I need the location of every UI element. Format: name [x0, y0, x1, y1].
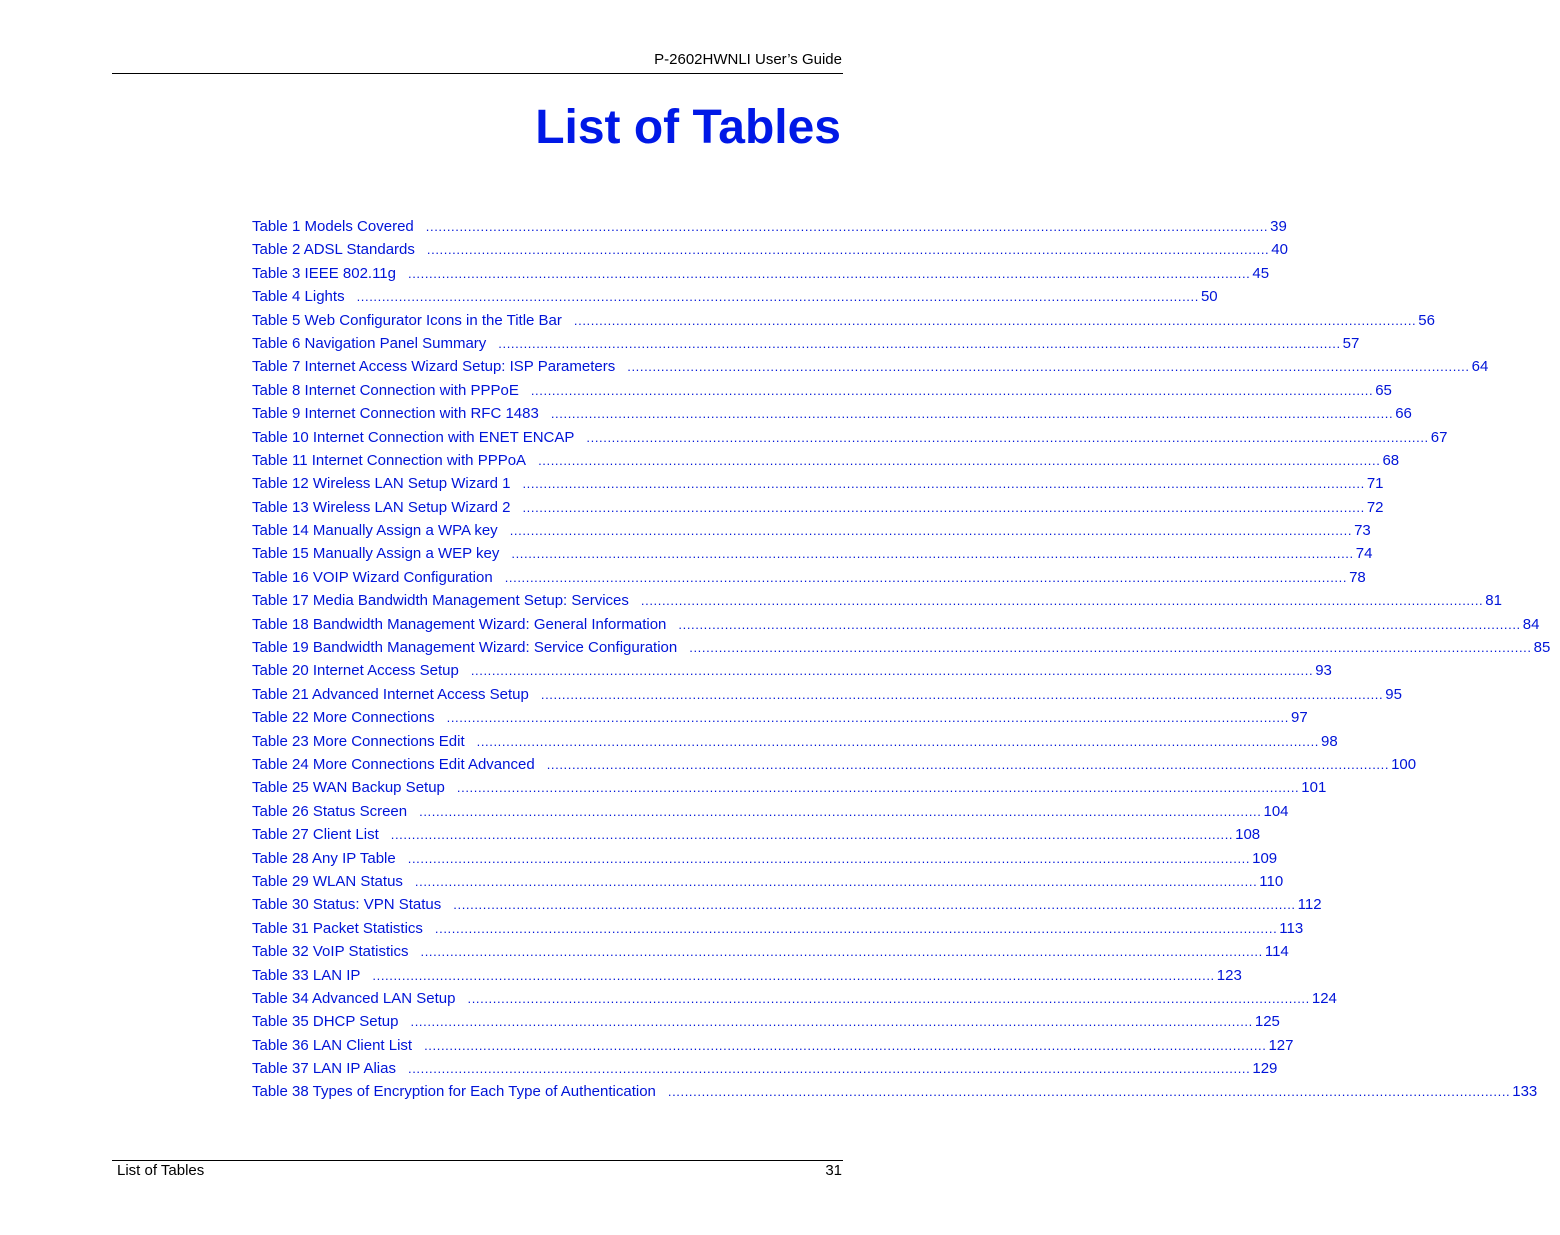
- toc-leader-dots: ........................................................................................................................................................................................................: [550, 406, 1394, 422]
- toc-entry-label: Table 33 LAN IP: [252, 966, 361, 984]
- toc-entry[interactable]: [252, 1013, 1280, 1036]
- toc-leader-dots: ........................................................................................................................................................................................................: [414, 873, 1258, 889]
- toc-leader-dots: ........................................................................................................................................................................................................: [530, 382, 1374, 398]
- toc-leader-dots: ........................................................................................................................................................................................................: [476, 733, 1319, 749]
- toc-leader-dots: ........................................................................................................................................................................................................: [434, 920, 1278, 936]
- toc-leader-dots: ........................................................................................................................................................................................................: [407, 1061, 1251, 1077]
- toc-entry-label: Table 20 Internet Access Setup: [252, 662, 459, 680]
- footer-divider: [112, 1160, 843, 1161]
- toc-leader-dots: ........................................................................................................................................................................................................: [546, 756, 1390, 772]
- toc-entry[interactable]: [252, 498, 1384, 522]
- toc-entry[interactable]: [252, 405, 1412, 428]
- toc-entry-page: 109: [1252, 849, 1278, 867]
- toc-entry-label: Table 27 Client List: [252, 826, 379, 844]
- toc-entry-page: 113: [1279, 919, 1304, 937]
- toc-leader-dots: ........................................................................................................................................................................................................: [640, 593, 1484, 609]
- toc-entry[interactable]: [252, 545, 1373, 568]
- toc-entry-page: 81: [1485, 592, 1502, 610]
- toc-entry-page: 133: [1512, 1083, 1538, 1101]
- toc-entry-page: 39: [1270, 218, 1287, 235]
- toc-entry-label: Table 23 More Connections Edit: [252, 732, 465, 750]
- toc-entry[interactable]: [252, 522, 1371, 545]
- toc-entry-page: 97: [1290, 709, 1308, 727]
- toc-entry-page: 74: [1355, 545, 1373, 563]
- toc-entry-label: Table 1 Models Covered: [252, 218, 414, 235]
- toc-leader-dots: ........................................................................................................................................................................................................: [667, 1084, 1511, 1100]
- toc-entry-label: Table 10 Internet Connection with ENET ENCAP: [252, 428, 575, 446]
- toc-entry[interactable]: [252, 872, 1284, 896]
- toc-entry-page: 78: [1349, 568, 1366, 586]
- toc-entry-page: 101: [1301, 779, 1327, 797]
- toc-entry[interactable]: [252, 358, 1489, 381]
- toc-entry-label: Table 6 Navigation Panel Summary: [252, 334, 487, 352]
- toc-entry-label: Table 12 Wireless LAN Setup Wizard 1: [252, 475, 511, 493]
- toc-entry[interactable]: [252, 989, 1337, 1013]
- toc-entry-label: Table 7 Internet Access Wizard Setup: ISP Parameters: [252, 358, 616, 376]
- toc-entry-label: Table 17 Media Bandwidth Management Setup: Services: [252, 592, 629, 610]
- toc-entry-label: Table 11 Internet Connection with PPPoA: [252, 451, 527, 469]
- table-of-contents: [252, 218, 1551, 1107]
- toc-entry-page: 123: [1216, 966, 1242, 984]
- toc-entry-page: 65: [1375, 381, 1392, 399]
- toc-entry-page: 72: [1366, 498, 1384, 516]
- toc-entry-page: 40: [1271, 241, 1288, 259]
- toc-entry-page: 104: [1263, 802, 1289, 820]
- toc-entry-page: 125: [1254, 1013, 1280, 1031]
- toc-leader-dots: ........................................................................................................................................................................................................: [678, 616, 1521, 632]
- toc-entry-label: Table 31 Packet Statistics: [252, 919, 423, 937]
- toc-entry[interactable]: [252, 1083, 1538, 1106]
- toc-leader-dots: ........................................................................................................................................................................................................: [522, 499, 1365, 515]
- toc-entry[interactable]: [252, 334, 1360, 358]
- toc-entry-label: Table 3 IEEE 802.11g: [252, 264, 396, 282]
- toc-entry-label: Table 19 Bandwidth Management Wizard: Service Configuration: [252, 639, 678, 657]
- toc-entry-page: 108: [1235, 826, 1261, 844]
- toc-entry[interactable]: [252, 919, 1304, 943]
- toc-entry[interactable]: [252, 779, 1327, 802]
- toc-entry[interactable]: [252, 966, 1242, 990]
- toc-leader-dots: ........................................................................................................................................................................................................: [425, 219, 1269, 234]
- toc-entry-label: Table 28 Any IP Table: [252, 849, 396, 867]
- toc-entry[interactable]: [252, 943, 1289, 966]
- toc-entry-label: Table 38 Types of Encryption for Each Type of Authentication: [252, 1083, 656, 1101]
- toc-entry-page: 67: [1430, 428, 1448, 446]
- toc-entry-label: Table 5 Web Configurator Icons in the Title Bar: [252, 311, 562, 329]
- page-title: List of Tables: [535, 101, 841, 154]
- toc-entry-label: Table 18 Bandwidth Management Wizard: General Information: [252, 615, 667, 633]
- toc-entry-page: 64: [1471, 358, 1489, 376]
- guide-title: P-2602HWNLI User’s Guide: [654, 51, 842, 68]
- toc-entry[interactable]: [252, 615, 1540, 639]
- toc-leader-dots: ........................................................................................................................................................................................................: [456, 780, 1300, 796]
- footer-section-name: List of Tables: [117, 1162, 205, 1179]
- toc-entry[interactable]: [252, 639, 1551, 662]
- toc-leader-dots: ........................................................................................................................................................................................................: [419, 803, 1262, 819]
- toc-entry[interactable]: [252, 896, 1322, 919]
- toc-leader-dots: ........................................................................................................................................................................................................: [372, 967, 1215, 983]
- toc-entry-label: Table 8 Internet Connection with PPPoE: [252, 381, 519, 399]
- toc-entry[interactable]: [252, 709, 1308, 732]
- toc-entry-page: 56: [1418, 311, 1435, 329]
- toc-entry-label: Table 35 DHCP Setup: [252, 1013, 399, 1031]
- toc-entry-label: Table 16 VOIP Wizard Configuration: [252, 568, 493, 586]
- toc-entry-page: 68: [1382, 451, 1400, 469]
- toc-leader-dots: ........................................................................................................................................................................................................: [408, 265, 1251, 281]
- toc-leader-dots: ........................................................................................................................................................................................................: [467, 990, 1310, 1006]
- toc-entry-label: Table 9 Internet Connection with RFC 1483: [252, 405, 539, 423]
- toc-leader-dots: ........................................................................................................................................................................................................: [390, 827, 1234, 843]
- toc-leader-dots: ........................................................................................................................................................................................................: [407, 850, 1251, 866]
- toc-leader-dots: ........................................................................................................................................................................................................: [627, 359, 1470, 375]
- toc-entry-label: Table 29 WLAN Status: [252, 872, 403, 890]
- toc-entry-label: Table 25 WAN Backup Setup: [252, 779, 445, 797]
- toc-entry[interactable]: [252, 451, 1400, 475]
- toc-entry[interactable]: [252, 288, 1218, 311]
- toc-leader-dots: ........................................................................................................................................................................................................: [446, 710, 1289, 726]
- toc-entry[interactable]: [252, 1036, 1294, 1060]
- toc-leader-dots: ........................................................................................................................................................................................................: [689, 640, 1532, 656]
- toc-leader-dots: ........................................................................................................................................................................................................: [453, 897, 1296, 913]
- toc-entry-page: 124: [1311, 989, 1337, 1007]
- toc-entry-page: 85: [1533, 639, 1551, 657]
- toc-entry-page: 45: [1252, 264, 1270, 282]
- toc-leader-dots: ........................................................................................................................................................................................................: [504, 569, 1348, 585]
- toc-entry-page: 84: [1522, 615, 1540, 633]
- toc-entry-label: Table 13 Wireless LAN Setup Wizard 2: [252, 498, 511, 516]
- toc-entry[interactable]: [252, 685, 1402, 709]
- toc-entry-label: Table 4 Lights: [252, 288, 345, 306]
- toc-entry[interactable]: [252, 755, 1417, 779]
- toc-entry-page: 112: [1297, 896, 1322, 914]
- toc-entry-page: 93: [1315, 662, 1332, 680]
- toc-entry-page: 129: [1252, 1060, 1278, 1078]
- toc-entry-page: 114: [1264, 943, 1289, 961]
- toc-leader-dots: ........................................................................................................................................................................................................: [498, 335, 1341, 351]
- toc-entry[interactable]: [252, 218, 1287, 241]
- toc-entry-label: Table 14 Manually Assign a WPA key: [252, 522, 498, 540]
- toc-leader-dots: ........................................................................................................................................................................................................: [470, 663, 1314, 679]
- toc-entry-page: 73: [1354, 522, 1371, 540]
- toc-entry[interactable]: [252, 732, 1338, 756]
- toc-leader-dots: ........................................................................................................................................................................................................: [410, 1014, 1253, 1030]
- toc-entry-label: Table 2 ADSL Standards: [252, 241, 415, 259]
- toc-entry[interactable]: [252, 264, 1270, 288]
- toc-entry-page: 127: [1268, 1036, 1294, 1054]
- toc-entry-label: Table 37 LAN IP Alias: [252, 1060, 396, 1078]
- toc-entry[interactable]: [252, 475, 1384, 498]
- toc-entry[interactable]: [252, 1060, 1278, 1083]
- toc-leader-dots: ........................................................................................................................................................................................................: [356, 289, 1199, 305]
- toc-entry[interactable]: [252, 428, 1448, 452]
- toc-leader-dots: ........................................................................................................................................................................................................: [540, 686, 1384, 702]
- toc-entry-page: 110: [1259, 872, 1284, 890]
- toc-leader-dots: ........................................................................................................................................................................................................: [511, 546, 1354, 562]
- footer-page-number: 31: [825, 1162, 842, 1179]
- toc-entry-label: Table 22 More Connections: [252, 709, 435, 727]
- toc-entry[interactable]: [252, 381, 1392, 405]
- toc-entry-label: Table 21 Advanced Internet Access Setup: [252, 685, 529, 703]
- toc-entry[interactable]: [252, 802, 1289, 826]
- toc-entry[interactable]: [252, 592, 1502, 615]
- toc-entry-page: 71: [1366, 475, 1384, 493]
- toc-entry-page: 57: [1342, 334, 1360, 352]
- toc-entry-label: Table 32 VoIP Statistics: [252, 943, 409, 961]
- header-divider: [112, 73, 843, 74]
- toc-leader-dots: ........................................................................................................................................................................................................: [426, 242, 1270, 258]
- toc-entry-page: 98: [1321, 732, 1338, 750]
- toc-leader-dots: ........................................................................................................................................................................................................: [522, 476, 1365, 492]
- toc-entry-label: Table 24 More Connections Edit Advanced: [252, 755, 535, 773]
- toc-entry[interactable]: [252, 662, 1332, 685]
- toc-leader-dots: ........................................................................................................................................................................................................: [538, 452, 1381, 468]
- toc-leader-dots: ........................................................................................................................................................................................................: [420, 944, 1263, 960]
- toc-leader-dots: ........................................................................................................................................................................................................: [586, 429, 1429, 445]
- toc-entry-label: Table 26 Status Screen: [252, 802, 408, 820]
- toc-leader-dots: ........................................................................................................................................................................................................: [573, 312, 1417, 328]
- toc-leader-dots: ........................................................................................................................................................................................................: [424, 1037, 1267, 1053]
- toc-leader-dots: ........................................................................................................................................................................................................: [509, 523, 1353, 539]
- toc-entry[interactable]: [252, 826, 1261, 849]
- toc-entry[interactable]: [252, 241, 1288, 264]
- toc-entry-label: Table 34 Advanced LAN Setup: [252, 989, 456, 1007]
- toc-entry-label: Table 15 Manually Assign a WEP key: [252, 545, 500, 563]
- toc-entry-label: Table 36 LAN Client List: [252, 1036, 413, 1054]
- toc-entry-page: 95: [1385, 685, 1402, 703]
- toc-entry-page: 66: [1395, 405, 1412, 423]
- toc-entry-page: 50: [1200, 288, 1218, 306]
- toc-entry[interactable]: [252, 568, 1366, 592]
- toc-entry[interactable]: [252, 311, 1435, 335]
- toc-entry-label: Table 30 Status: VPN Status: [252, 896, 442, 914]
- toc-entry-page: 100: [1391, 755, 1417, 773]
- toc-entry[interactable]: [252, 849, 1278, 873]
